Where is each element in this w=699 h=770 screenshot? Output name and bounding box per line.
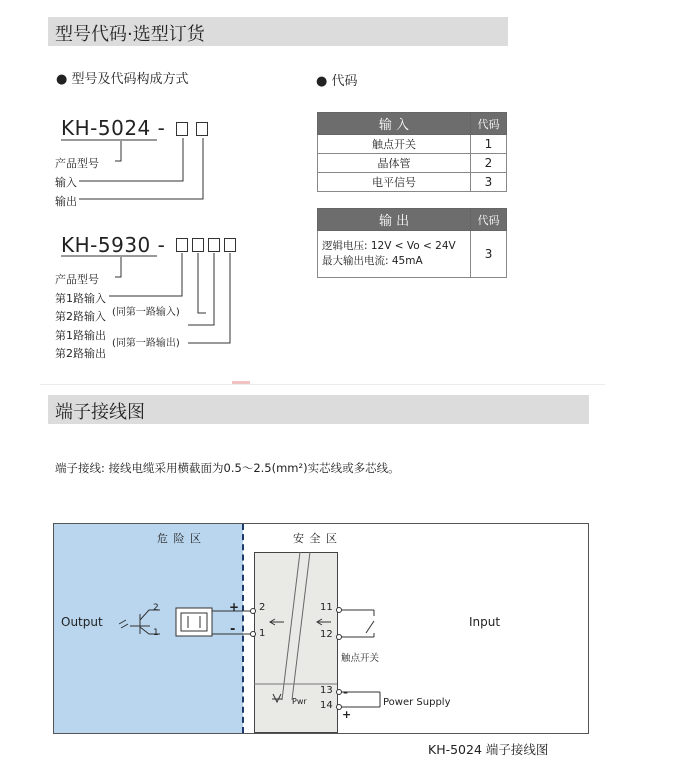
plus-sign-power: + [342,708,352,721]
table-cell: 2 [470,154,506,173]
label-product-model-2: 产品型号 [55,273,99,286]
pwr-label: Pwr [292,697,307,706]
input-label: Input [469,615,501,629]
model-composition-heading: ● 型号及代码构成方式 [56,72,189,87]
device-pin-2: 2 [153,603,159,613]
table-cell: 3 [470,173,506,192]
terminal [251,609,256,614]
contact-switch-label: 触点开关 [341,653,380,664]
model-code-5024: KH-5024 - [61,116,166,140]
code-col-header: 代码 [471,209,507,231]
terminal-2: 2 [259,602,266,613]
terminal [337,608,342,613]
terminal-11: 11 [320,602,333,613]
terminal [337,635,342,640]
device-pin-1: 1 [153,628,159,638]
model-code-5930: KH-5930 - [61,233,166,257]
table-cell: 晶体管 [318,154,471,173]
output-logic-voltage: 逻辑电压: 12V < Vo < 24V [322,240,456,252]
label-product-model: 产品型号 [55,157,99,170]
label-input-ch1: 第1路输入 [55,292,106,305]
terminal-1: 1 [259,628,266,639]
table-cell: 电平信号 [318,173,471,192]
output-col-header: 输 出 [318,209,471,231]
label-output-ch2: 第2路输出 [55,347,106,360]
safe-zone-label: 安 全 区 [293,532,338,545]
label-input: 输入 [55,176,77,189]
table-cell: 触点开关 [318,135,471,154]
input-col-header: 输 入 [318,113,471,135]
section-title: 端子接线图 [55,402,145,423]
output-label: Output [61,615,103,629]
wiring-instructions: 端子接线: 接线电缆采用横截面为0.5～2.5(mm²)实芯线或多芯线。 [55,461,400,475]
table-cell: 1 [470,135,506,154]
terminal [337,705,342,710]
terminal [251,632,256,637]
terminal-12: 12 [320,629,333,640]
section-title: 型号代码·选型订货 [55,24,205,45]
diagram-caption: KH-5024 端子接线图 [428,742,549,757]
minus-sign-output: - [230,622,236,637]
power-supply-label: Power Supply [383,697,451,708]
terminal-13: 13 [320,685,333,696]
note-same-input: (同第一路输入) [112,307,180,318]
note-same-output: (同第一路输出) [112,338,180,349]
code-heading: ● 代码 [316,74,358,89]
table-cell: 3 [471,231,507,278]
code-col-header: 代码 [470,113,506,135]
label-input-ch2: 第2路输入 [55,310,106,323]
plus-sign-output: + [229,600,240,614]
terminal [337,690,342,695]
label-output: 输出 [55,195,77,208]
minus-sign-power: - [343,685,348,699]
terminal-14: 14 [320,700,333,711]
danger-zone-label: 危 险 区 [157,532,202,545]
output-max-current: 最大输出电流: 45mA [322,255,423,267]
label-output-ch1: 第1路输出 [55,329,106,342]
